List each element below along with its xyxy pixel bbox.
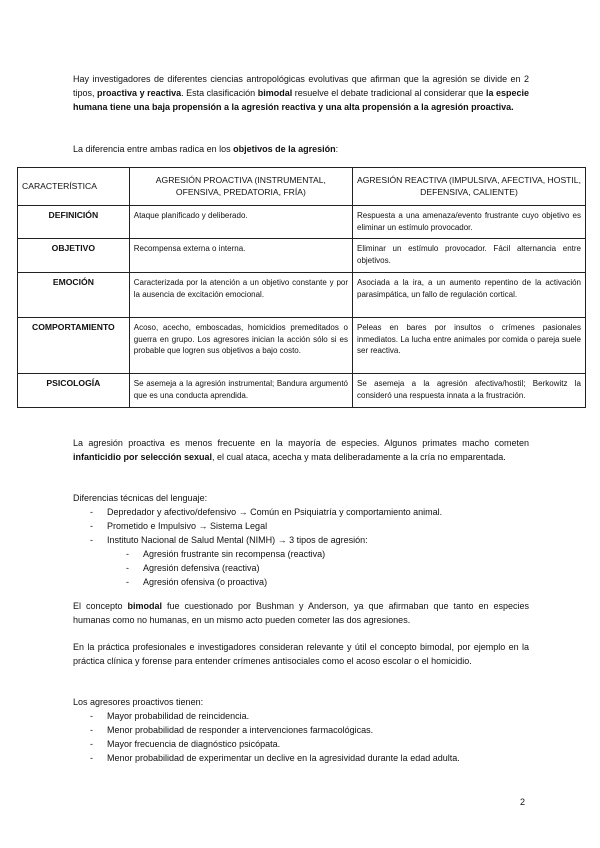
critique-bold: bimodal [127,601,163,611]
dash-bullet: - [90,753,93,763]
cell-reactiva: Se asemeja a la agresión afectiva/hostil; Berkowitz la consideró una respuesta innata a la frustración. [353,374,586,408]
dash-bullet: - [126,563,129,573]
dash-bullet: - [90,739,93,749]
cell-reactiva: Asociada a la ira, a un aumento repentino de la activación parasimpática, un fallo de regulación cortical. [353,273,586,318]
table-row [18,318,586,374]
cell-proactiva: Se asemeja a la agresión instrumental; Bandura argumentó que es una conducta aprendida. [129,374,352,408]
row-label: OBJETIVO [18,239,130,273]
row-label: PSICOLOGÍA [18,374,130,408]
table-row [18,239,586,273]
dash-bullet: - [90,711,93,721]
language-differences [73,491,543,589]
difference-colon: : [335,144,339,154]
header-proactiva: AGRESIÓN PROACTIVA (INSTRUMENTAL, OFENSIVA, PREDATORIA, FRÍA) [129,168,352,206]
header-reactiva: AGRESIÓN REACTIVA (IMPULSIVA, AFECTIVA, HOSTIL, DEFENSIVA, CALIENTE) [353,168,586,206]
list-item: - Agresión defensiva (reactiva) [126,563,260,573]
language-differences-title: Diferencias técnicas del lenguaje: [73,493,208,503]
cell-proactiva: Recompensa externa o interna. [129,239,352,273]
proactive-frequency-paragraph [73,436,529,464]
critique-text-1: El concepto [73,601,128,611]
dash-bullet: - [126,549,129,559]
cell-reactiva: Eliminar un estímulo provocador. Fácil alternancia entre objetivos. [353,239,586,273]
dash-bullet: - [90,535,93,545]
practice-paragraph: En la práctica profesionales e investigadores consideran relevante y útil el concepto bimodal, por ejemplo en la práctica clínica y forense para entender crímenes antisociales como el acoso escolar o el homicidio. [73,642,529,666]
proactive-aggressors-list [73,709,543,765]
dash-bullet: - [126,577,129,587]
intro-text-3: resuelve el debate tradicional al considerar que [292,88,486,98]
dash-bullet: - [90,507,93,517]
intro-bold-types: proactiva y reactiva [97,88,182,98]
list-item: - Agresión ofensiva (o proactiva) [126,577,268,587]
dash-bullet: - [90,725,93,735]
table-row [18,206,586,239]
proactive-aggressors [73,695,543,765]
dash-bullet: - [90,521,93,531]
frequency-text-2: , el cual ataca, acecha y mata deliberadamente a la cría no emparentada. [212,452,506,462]
list-item: - Mayor frecuencia de diagnóstico psicópata. [90,739,281,749]
difference-paragraph [73,142,529,156]
intro-paragraph [73,72,529,114]
nimh-types-list [73,547,543,589]
row-label: DEFINICIÓN [18,206,130,239]
intro-text-1: Hay investigadores de diferentes ciencias antropológicas evolutivas que afirman que la agresión se divide en 2 tipos, [73,74,529,98]
comparison-table [17,167,586,408]
list-item: - Instituto Nacional de Salud Mental (NIMH) → 3 tipos de agresión: [90,535,368,545]
list-item: - Agresión frustrante sin recompensa (reactiva) [126,549,326,559]
page-number: 2 [520,797,526,807]
list-item: - Prometido e Impulsivo → Sistema Legal [90,521,268,531]
list-item: - Mayor probabilidad de reincidencia. [90,711,250,721]
critique-text-2: fue cuestionado por Bushman y Anderson, ya que afirmaban que tanto en especies humanas como no humanas, en un mismo acto pueden cometer las dos agresiones. [73,601,529,625]
cell-proactiva: Acoso, acecho, emboscadas, homicidios premeditados o guerra en grupo. Los agresores inician la acción sólo si es probable que logren sus objetivos a bajo costo. [129,318,352,374]
bimodal-critique-paragraph [73,599,529,627]
cell-proactiva: Caracterizada por la atención a un objetivo constante y por la ausencia de excitación emocional. [129,273,352,318]
list-item: - Depredador y afectivo/defensivo → Común en Psiquiatría y comportamiento animal. [90,507,443,517]
cell-reactiva: Respuesta a una amenaza/evento frustrante cuyo objetivo es eliminar un estímulo provocador. [353,206,586,239]
table-header-row [18,168,586,206]
header-caracteristica: CARACTERÍSTICA [18,168,130,206]
proactive-aggressors-title: Los agresores proactivos tienen: [73,697,204,707]
difference-text: La diferencia entre ambas radica en los [73,144,234,154]
table-row [18,374,586,408]
frequency-text-1: La agresión proactiva es menos frecuente en la mayoría de especies. Algunos primates macho cometen [73,438,529,448]
intro-bold-bimodal: bimodal [257,88,293,98]
frequency-bold: infanticidio por selección sexual [73,452,213,462]
language-differences-list [73,505,543,547]
cell-proactiva: Ataque planificado y deliberado. [129,206,352,239]
intro-text-2: . Esta clasificación [181,88,258,98]
difference-bold: objetivos de la agresión [233,144,336,154]
list-item: - Menor probabilidad de responder a intervenciones farmacológicas. [90,725,374,735]
row-label: COMPORTAMIENTO [18,318,130,374]
intro-bold-conclusion: la especie humana tiene una baja propensión a la agresión reactiva y una alta propensión a la agresión proactiva. [73,88,530,112]
cell-reactiva: Peleas en bares por insultos o crímenes pasionales inmediatos. La lucha entre animales por comida o pareja suele ser reactiva. [353,318,586,374]
table-row [18,273,586,318]
list-item: - Menor probabilidad de experimentar un declive en la agresividad durante la edad adulta. [90,753,460,763]
row-label: EMOCIÓN [18,273,130,318]
